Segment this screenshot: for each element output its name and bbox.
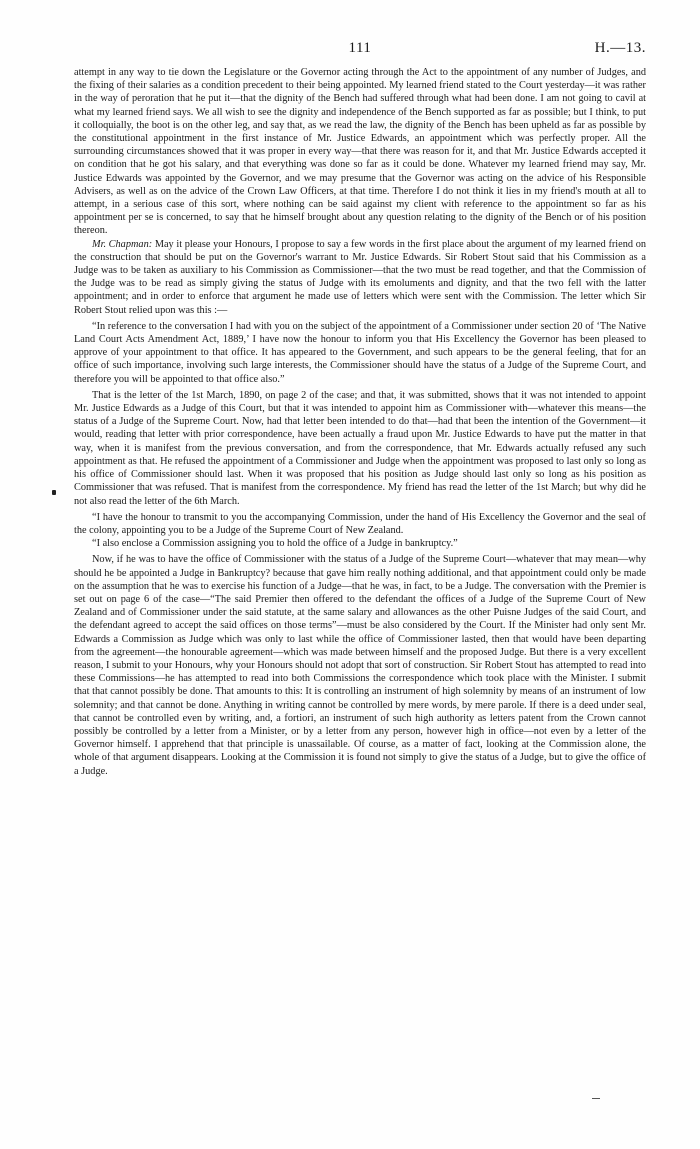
quoted-letter-3 <box>74 537 646 550</box>
speaker-name: Mr. Chapman: <box>92 238 153 250</box>
paragraph-4 <box>74 389 646 508</box>
paragraph-6-text: “I also enclose a Commission assigning you to hold the office of a Judge in bankruptcy.” <box>92 538 458 550</box>
stray-mark <box>592 1098 600 1099</box>
quoted-letter-2 <box>74 511 646 537</box>
page-header <box>74 40 646 60</box>
page-number: 111 <box>348 40 372 56</box>
paragraph-2-text: May it please your Honours, I propose to say a few words in the first place about the argument of my learned friend on the construction that should be put on the Governor's warrant to Mr. Justice Edwards. Sir Robert Stout said that his Commission as a Judge was to be taken as auxiliary to his Commission as Commissioner—that the two must be read together, and that the Commission of the Judge was to be read as simply giving the status of Judge with its emoluments and dignity, and that the two fell with the latter appointment; and in order to enforce that argument he made use of letters which were sent with the Commission. The letter which Sir Robert Stout relied upon was this :— <box>74 238 646 316</box>
paragraph-1-text: attempt in any way to tie down the Legislature or the Governor acting through the Act to the appointment of any number of Judges, and the fixing of their salaries as a condition precedent to their being appointed. My learned friend stated to the Court yesterday—it was rather in the way of peroration that he put it—that the dignity of the Bench had suffered through what had been done. I am not going to cavil at what my learned friend says. We all wish to see the dignity and independence of the Bench supported as far as possible; but I think, to put it colloquially, the boot is on the other leg, and say that, as we read the law, the dignity of the Bench has been upheld as far as possible by the constitutional appointment in the first instance of Mr. Justice Edwards, an appointment which was perfectly proper. All the surrounding circumstances showed that it was proper in every way—that there was reason for it, and that Mr. Justice Edwards accepted it on condition that he got his salary, and that everything was done so far as it could be done. Whatever my learned friend may say, Mr. Justice Edwards was appointed by the Governor, and we may presume that the Governor was acting on the advice of his Responsible Advisers, as well as on the advice of the Crown Law Officers, at that time. Therefore I do not think it lies in my friend's mouth at all to attempt, in a serious case of this sort, where nothing can be said against my client with reference to the appointment so far as his appointment per se is concerned, to say that he himself brought about any question relating to the dignity of the Bench or of his position thereon. <box>74 67 646 237</box>
paragraph-1 <box>74 66 646 238</box>
margin-mark <box>52 490 56 495</box>
document-reference: H.—13. <box>594 40 646 56</box>
paragraph-7 <box>74 553 646 777</box>
paragraph-3-text: “In reference to the conversation I had with you on the subject of the appointment of a Commissioner under section 20 of ‘The Native Land Court Acts Amendment Act, 1889,’ I have now the honour to inform you that His Excellency the Governor has been pleased to approve of your appointment to that office. It has appeared to the Government, and such appears to be the general feeling, that for an office of such importance, involving such large interests, the Commissioner should have the status of a Judge of the Supreme Court, and therefore you will be appointed to that office also.” <box>74 320 646 385</box>
quoted-letter-1 <box>74 320 646 386</box>
paragraph-2 <box>74 238 646 317</box>
paragraph-4-text: That is the letter of the 1st March, 1890, on page 2 of the case; and that, it was submitted, shows that it was not intended to appoint Mr. Justice Edwards as a Judge of this Court, but that it was intended to appoint him as Commissioner with—whatever this means—the status of a Judge of the Supreme Court. Now, had that letter been intended to do that—had that been the intention of the Government—it would, reading that letter with prior correspondence, have been actually a fraud upon Mr. Justice Edwards to have put the matter in that way, when it is manifest from the previous conversation, and from the correspondence, that Mr. Edwards actually refused any such appointment as that. He refused the appointment of a Commissioner and Judge when the appointment was proposed to last only so long as his office of Commissioner should last. When it was proposed that his position as Judge should last only so long as his position as Commissioner that was refused. That is manifest from the correspondence. My friend has read the letter of the 1st March; but why did he not also read the letter of the 6th March. <box>74 389 646 507</box>
paragraph-7-text: Now, if he was to have the office of Commissioner with the status of a Judge of the Supreme Court—whatever that may mean—why should he be appointed a Judge in Bankruptcy? because that gave him really nothing additional, and that appointment could only be made on the assumption that he was to exercise his function of a Judge—that he was, in fact, to be a Judge. The conversation with the Premier is set out on page 6 of the case—“The said Premier then offered to the defendant the offices of a Judge of the Supreme Court of New Zealand and of Commissioner under the said statute, at the same salary and allowances as the other Puisne Judges of the said Court, and the defendant agreed to accept the said offices on those terms”—must be also considered by the Court. If the Minister had only sent Mr. Edwards a Commission as Judge which was only to last while the office of Commissioner lasted, then that would have been departing from the agreement—the honourable agreement—which was made between himself and the proposed Judge. But there is a very excellent reason, I submit to your Honours, why your Honours should not adopt that sort of construction. Sir Robert Stout has attempted to read into these Commissions—he has attempted to read into both Commissions the correspondence which took place with the Minister. I submit that that cannot possibly be done. That amounts to this: It is controlling an instrument of high solemnity by means of an instrument of low solemnity; and that cannot be done. Anything in writing cannot be controlled by mere words, by mere parole. If there is a deed under seal, that cannot be controlled even by writing, and, a fortiori, an instrument of such high authority as letters patent from the Crown cannot possibly be controlled by a letter from a Minister, or by a letter from any person, however high in office—not even by a letter of the Governor himself. I apprehend that that principle is unassailable. Of course, as a matter of fact, looking at the Commission alone, the whole of that argument disappears. Looking at the Commission it is found not simply to give the status of a Judge, but to give the office of a Judge. <box>74 554 646 777</box>
document-body <box>74 66 646 778</box>
paragraph-5-text: “I have the honour to transmit to you the accompanying Commission, under the hand of His Excellency the Governor and the seal of the colony, appointing you to be a Judge of the Supreme Court of New Zealand. <box>74 511 646 536</box>
